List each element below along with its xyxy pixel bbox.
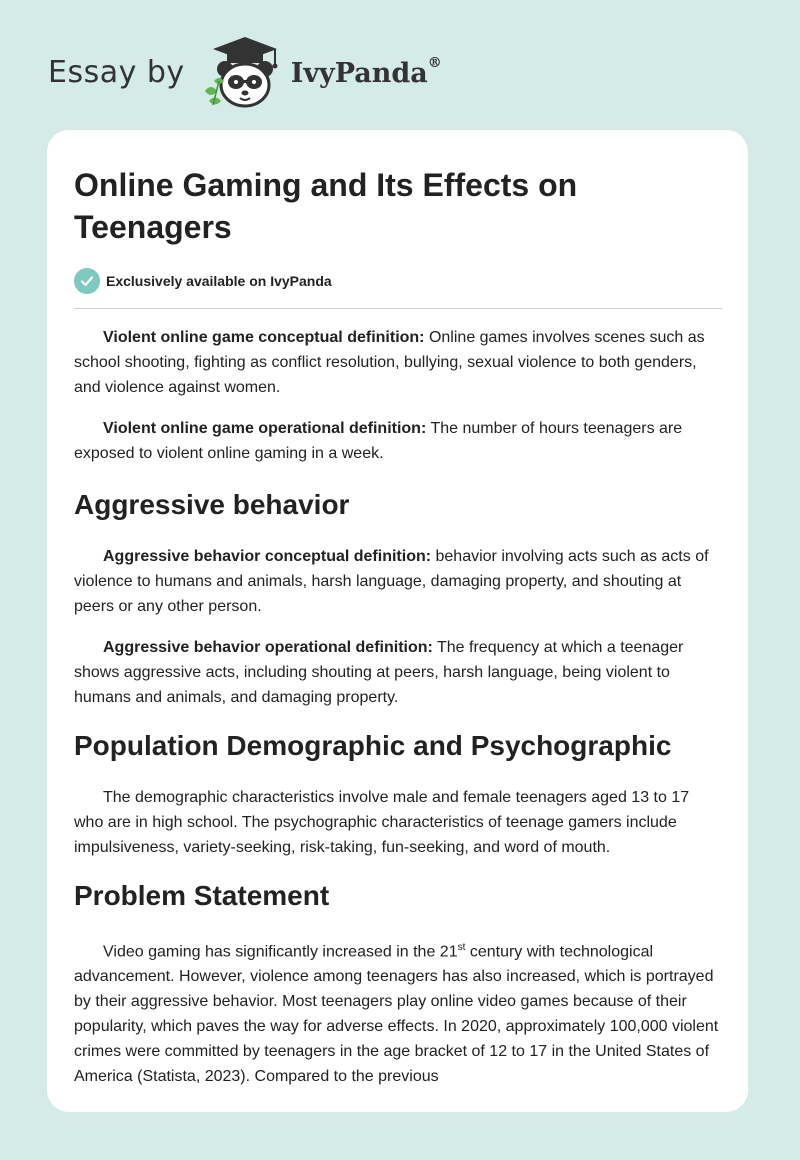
essay-card <box>47 130 748 1112</box>
section-heading: Population Demographic and Psychographic <box>74 730 672 761</box>
essay-by-label: Essay by <box>48 55 185 90</box>
brand-name: IvyPanda® <box>290 54 442 89</box>
section-heading: Problem Statement <box>74 880 330 911</box>
check-icon <box>74 268 100 294</box>
site-header <box>48 38 548 108</box>
exclusive-badge <box>74 268 722 309</box>
panda-logo-icon <box>201 37 285 109</box>
paragraph: Aggressive behavior conceptual definition: behavior involving acts such as acts of violence to humans and animals, harsh language, damaging property, and shouting at peers or any other person. <box>74 548 709 615</box>
paragraph: The demographic characteristics involve male and female teenagers aged 13 to 17 who are in high school. The psychographic characteristics of teenage gamers include impulsiveness, variety-seeking, risk-taking, fun-seeking, and word of mouth. <box>74 789 690 856</box>
essay-title: Online Gaming and Its Effects on Teenagers <box>74 167 578 245</box>
paragraph: Violent online game operational definition: The number of hours teenagers are exposed to violent online gaming in a week. <box>74 420 683 462</box>
ivypanda-logo[interactable] <box>201 37 442 109</box>
section-heading: Aggressive behavior <box>74 489 350 520</box>
paragraph: Aggressive behavior operational definition: The frequency at which a teenager shows aggressive acts, including shouting at peers, harsh language, being violent to humans and animals, and damaging property. <box>74 639 684 706</box>
exclusive-label: Exclusively available on IvyPanda <box>106 273 332 289</box>
paragraph: Video gaming has significantly increased in the 21st century with technological advancement. However, violence among teenagers has also increased, which is portrayed by their aggressive behavior. Most teenagers play online video games because of their popularity, which paves the way for adverse effects. In 2020, approximately 100,000 violent crimes were committed by teenagers in the age bracket of 12 to 17 in the United States of America (Statista, 2023). Compared to the previous <box>74 942 719 1086</box>
paragraph: Violent online game conceptual definition: Online games involves scenes such as school shooting, fighting as conflict resolution, bullying, sexual violence to both genders, and violence against women. <box>74 329 705 396</box>
